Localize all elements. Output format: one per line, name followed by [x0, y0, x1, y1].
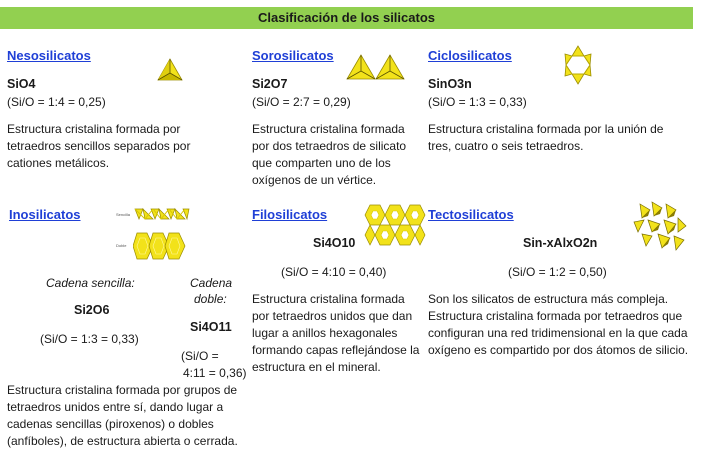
single-chain-formula: Si2O6: [74, 303, 110, 317]
ratio-tectosilicatos: (Si/O = 1:2 = 0,50): [508, 265, 607, 279]
tectosilicate-framework-icon: [630, 200, 688, 252]
description-inosilicatos: Estructura cristalina formada por grupos de tetraedros unidos entre sí, dando lugar a cadenas sencillas (piroxenos) o dobles (anfíboles), de estructura abierta o cerrada.: [7, 383, 238, 448]
page-title: Clasificación de los silicatos: [0, 7, 693, 29]
formula-ciclosilicatos: SinO3n: [428, 77, 472, 91]
sorosilicate-double-tetrahedron-icon: [346, 53, 406, 81]
description-nesosilicatos: Estructura cristalina formada por tetraedros sencillos separados por cationes metálicos.: [7, 122, 191, 170]
description-filosilicatos: Estructura cristalina formada por tetraedros unidos que dan lugar a anillos hexagonales formando capas reflejándose la estructura en el mineral.: [252, 292, 420, 374]
phyllosilicate-sheet-icon: [362, 203, 428, 253]
formula-filosilicatos: Si4O10: [313, 236, 356, 250]
nesosilicate-tetrahedron-icon: [157, 58, 183, 82]
double-chain-label-line1: Cadena: [190, 276, 233, 290]
double-chain-icon: [133, 229, 191, 263]
single-chain-icon: [133, 205, 191, 223]
heading-inosilicatos[interactable]: Inosilicatos: [9, 207, 81, 222]
diagram-label-double: Doble: [116, 243, 127, 248]
diagram-label-single: Sencilla: [116, 212, 131, 217]
description-ciclosilicatos: Estructura cristalina formada por la unión de tres, cuatro o seis tetraedros.: [428, 122, 664, 153]
double-chain-ratio-line2: 4:11 = 0,36): [183, 366, 247, 380]
description-sorosilicatos: Estructura cristalina formada por dos tetraedros de silicato que comparten uno de los oxígenos de un vértice.: [252, 122, 407, 187]
heading-nesosilicatos[interactable]: Nesosilicatos: [7, 48, 91, 63]
double-chain-formula: Si4O11: [190, 320, 232, 334]
description-tectosilicatos: Son los silicatos de estructura más compleja. Estructura cristalina formada por tetraedros que configuran una red tridimensional en la que cada oxígeno es compartido por dos átomos de silicio.: [428, 292, 689, 357]
formula-tectosilicatos: Sin-xAlxO2n: [523, 236, 598, 250]
ratio-ciclosilicatos: (Si/O = 1:3 = 0,33): [428, 95, 527, 109]
ratio-nesosilicatos: (Si/O = 1:4 = 0,25): [7, 95, 106, 109]
single-chain-label: Cadena sencilla:: [46, 276, 135, 290]
heading-sorosilicatos[interactable]: Sorosilicatos: [252, 48, 334, 63]
ratio-sorosilicatos: (Si/O = 2:7 = 0,29): [252, 95, 351, 109]
heading-filosilicatos[interactable]: Filosilicatos: [252, 207, 328, 222]
formula-nesosilicatos: SiO4: [7, 77, 36, 91]
ratio-filosilicatos: (Si/O = 4:10 = 0,40): [281, 265, 387, 279]
heading-ciclosilicatos[interactable]: Ciclosilicatos: [428, 48, 512, 63]
cyclosilicate-ring-icon: [558, 44, 598, 86]
single-chain-ratio: (Si/O = 1:3 = 0,33): [40, 332, 139, 346]
formula-sorosilicatos: Si2O7: [252, 77, 288, 91]
heading-tectosilicatos[interactable]: Tectosilicatos: [428, 207, 514, 222]
double-chain-ratio-line1: (Si/O =: [181, 349, 219, 363]
double-chain-label-line2: doble:: [194, 292, 227, 306]
